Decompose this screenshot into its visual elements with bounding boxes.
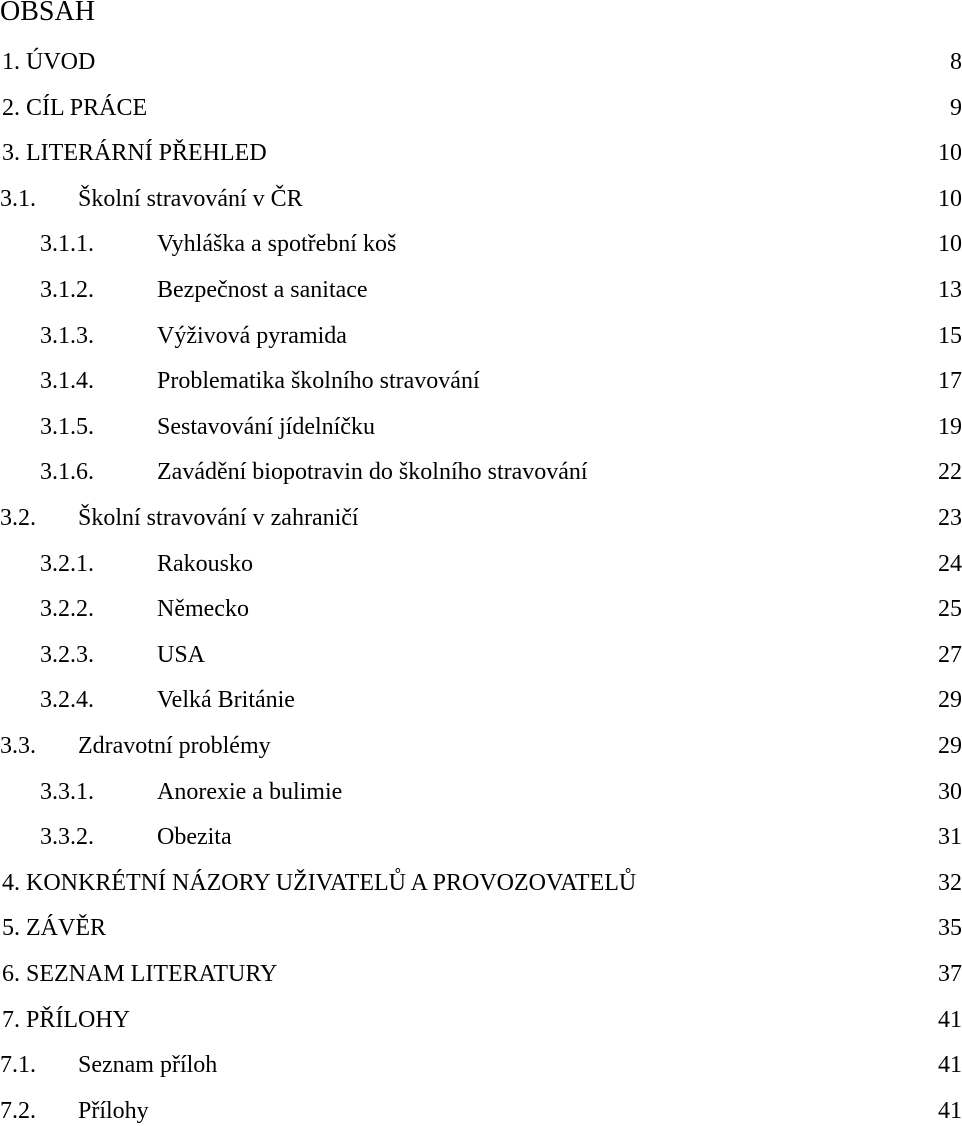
- toc-entry-heading: [2, 1005, 130, 1035]
- toc-entry-number: 3.3.: [0, 733, 36, 759]
- toc-entry[interactable]: [0, 1096, 962, 1126]
- toc-entry-page: 23: [938, 505, 962, 531]
- toc-entry[interactable]: [0, 640, 962, 670]
- toc-entry-number: 3.1.6.: [40, 459, 94, 486]
- toc-entry-page: 31: [938, 824, 962, 851]
- toc-entry[interactable]: [0, 412, 962, 442]
- toc-entry-number: 3.1.: [0, 185, 36, 212]
- toc-entry-label: SEZNAM LITERATURY: [20, 961, 278, 987]
- toc-entry-page: 32: [938, 869, 962, 896]
- toc-entry-label: LITERÁRNÍ PŘEHLED: [20, 140, 267, 167]
- toc-entry[interactable]: [0, 184, 962, 214]
- toc-entry-number: 2.: [2, 94, 20, 121]
- toc-entry[interactable]: [0, 777, 962, 807]
- toc-entry-label: Bezpečnost a sanitace: [157, 277, 368, 303]
- toc-entry[interactable]: [0, 685, 962, 715]
- toc-entry-label: Velká Británie: [157, 687, 295, 714]
- toc-entry-page: 8: [950, 49, 962, 75]
- toc-entry-label: Zavádění biopotravin do školního stravování: [157, 459, 588, 486]
- toc-entry-number: 3.3.2.: [40, 824, 94, 851]
- toc-entry-label: Vyhláška a spotřební koš: [157, 231, 397, 258]
- toc-entry-page: 24: [938, 550, 962, 577]
- toc-entry[interactable]: [0, 959, 962, 989]
- toc-entry[interactable]: [0, 913, 962, 943]
- toc-entry-label: ZÁVĚR: [20, 915, 106, 942]
- toc-entry-heading: [2, 913, 106, 943]
- toc-entry-number: 3.2.1.: [40, 550, 94, 577]
- toc-entry[interactable]: [0, 1050, 962, 1080]
- toc-entry-label: Obezita: [157, 824, 232, 851]
- toc-entry-heading: [2, 868, 636, 898]
- toc-entry[interactable]: [0, 138, 962, 168]
- toc-entry-heading: [2, 47, 95, 77]
- toc-entry-number: 5.: [2, 915, 20, 942]
- toc-entry-page: 41: [938, 1052, 962, 1079]
- toc-entry-heading: [2, 959, 277, 989]
- toc-entry[interactable]: [0, 275, 962, 305]
- toc-entry-label: Seznam příloh: [78, 1052, 218, 1079]
- toc-entry[interactable]: [0, 822, 962, 852]
- toc-entry[interactable]: [0, 503, 962, 533]
- toc-entry-page: 29: [938, 733, 962, 759]
- toc-entry[interactable]: [0, 47, 962, 77]
- toc-entry-number: 7.1.: [0, 1052, 36, 1079]
- toc-entry-number: 3.1.3.: [40, 322, 94, 349]
- toc-entry-label: Sestavování jídelníčku: [157, 413, 375, 440]
- toc-entry-number: 6.: [2, 961, 20, 987]
- toc-entry-page: 9: [950, 94, 962, 121]
- toc-entry-page: 13: [938, 277, 962, 303]
- toc-entry[interactable]: [0, 321, 962, 351]
- toc-entry-number: 3.2.: [0, 505, 36, 531]
- toc-entry-page: 10: [938, 231, 962, 258]
- toc-entry-label: Školní stravování v zahraničí: [78, 505, 359, 531]
- toc-entry-label: Školní stravování v ČR: [78, 185, 303, 212]
- toc-entry-number: 3.1.2.: [40, 277, 94, 303]
- toc-entry-page: 37: [938, 961, 962, 987]
- toc-entry-label: Anorexie a bulimie: [157, 778, 343, 805]
- toc-entry-label: KONKRÉTNÍ NÁZORY UŽIVATELŮ A PROVOZOVATELŮ: [20, 869, 637, 896]
- toc-entry-label: Rakousko: [157, 550, 253, 577]
- page-title: OBSAH: [0, 0, 95, 27]
- toc-entry-label: CÍL PRÁCE: [20, 94, 148, 121]
- toc-entry-number: 7.: [2, 1006, 20, 1033]
- toc-entry-number: 3.3.1.: [40, 778, 94, 805]
- toc-entry-label: Zdravotní problémy: [78, 733, 271, 759]
- toc-entry-label: Německo: [157, 596, 249, 623]
- toc-entry[interactable]: [0, 594, 962, 624]
- toc-entry[interactable]: [0, 868, 962, 898]
- toc-entry-label: PŘÍLOHY: [20, 1006, 131, 1033]
- toc-entry-number: 4.: [2, 869, 20, 896]
- toc-entry-number: 3.1.4.: [40, 368, 94, 395]
- toc-entry[interactable]: [0, 366, 962, 396]
- toc-entry-label: ÚVOD: [20, 49, 96, 75]
- toc-entry-page: 15: [938, 322, 962, 349]
- toc-entry-page: 27: [938, 641, 962, 668]
- toc-entry-label: Výživová pyramida: [157, 322, 347, 349]
- toc-entry-page: 41: [938, 1006, 962, 1033]
- toc-entry-label: USA: [157, 641, 206, 668]
- toc-entry[interactable]: [0, 229, 962, 259]
- toc-entry-number: 3.2.3.: [40, 641, 94, 668]
- toc-entry-page: 35: [938, 915, 962, 942]
- toc-entry-label: Problematika školního stravování: [157, 368, 480, 395]
- toc-entry-number: 3.2.2.: [40, 596, 94, 623]
- toc-entry-page: 22: [938, 459, 962, 486]
- toc-entry-page: 10: [938, 185, 962, 212]
- toc-entry-number: 3.: [2, 140, 20, 167]
- toc-entry-page: 30: [938, 778, 962, 805]
- toc-entry-page: 10: [938, 140, 962, 167]
- toc-entry-page: 17: [938, 368, 962, 395]
- toc-entry-heading: [2, 93, 147, 123]
- toc-entry[interactable]: [0, 731, 962, 761]
- toc-entry-number: 3.1.5.: [40, 413, 94, 440]
- toc-entry-number: 3.1.1.: [40, 231, 94, 258]
- toc-entry-number: 1.: [2, 49, 20, 75]
- toc-entry-page: 25: [938, 596, 962, 623]
- toc-entry-number: 7.2.: [0, 1097, 36, 1124]
- toc-entry-heading: [2, 138, 267, 168]
- toc-entry[interactable]: [0, 93, 962, 123]
- toc-entry-number: 3.2.4.: [40, 687, 94, 714]
- toc-entry-page: 29: [938, 687, 962, 714]
- toc-entry[interactable]: [0, 549, 962, 579]
- toc-entry[interactable]: [0, 1005, 962, 1035]
- toc-entry-page: 19: [938, 413, 962, 440]
- toc-entry-label: Přílohy: [78, 1097, 149, 1124]
- toc-entry-page: 41: [938, 1097, 962, 1124]
- toc-entry[interactable]: [0, 457, 962, 487]
